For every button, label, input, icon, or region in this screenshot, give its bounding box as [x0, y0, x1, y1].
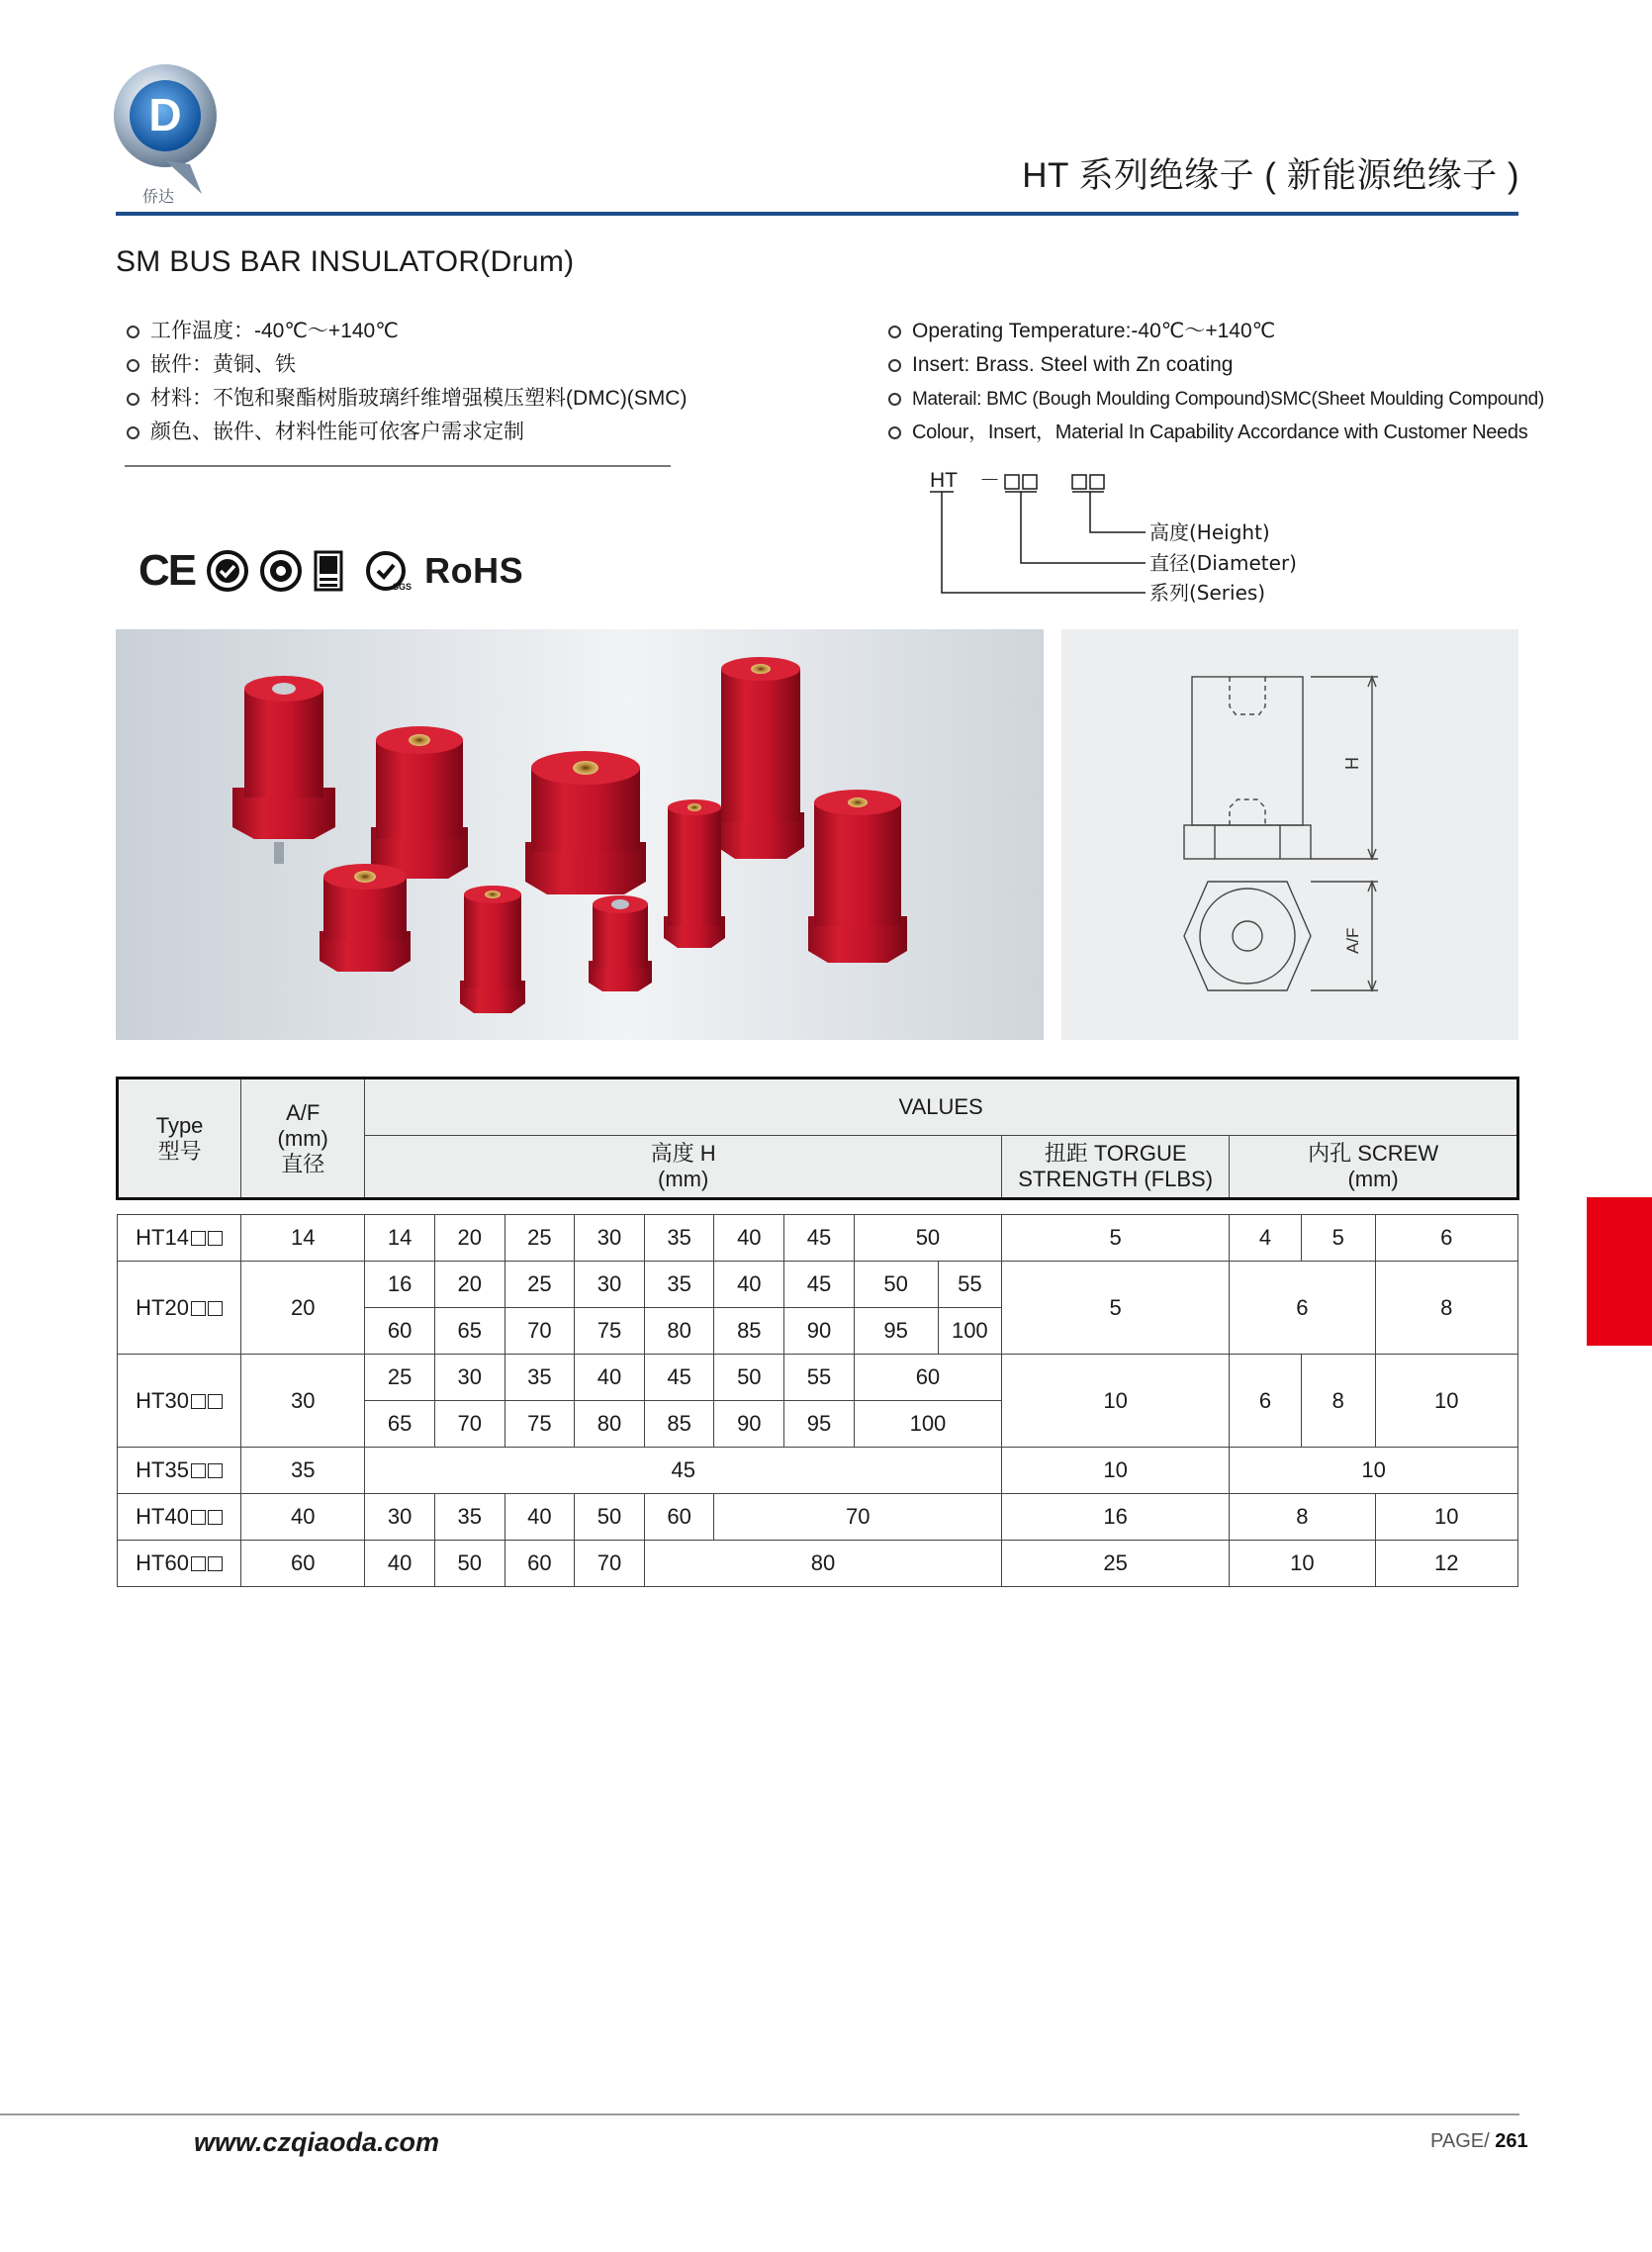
height-cell: 25 — [505, 1215, 575, 1262]
screw-cell: 10 — [1230, 1541, 1375, 1587]
screw-cell: 6 — [1230, 1262, 1375, 1355]
footer-divider — [0, 2113, 1519, 2115]
height-cell: 90 — [784, 1308, 855, 1355]
type-cell: HT35 — [118, 1448, 241, 1494]
bullet-icon — [888, 393, 901, 406]
spec-item — [117, 315, 687, 348]
screw-cell: 10 — [1375, 1494, 1517, 1541]
height-cell: 30 — [575, 1262, 645, 1308]
torque-cell: 10 — [1002, 1448, 1230, 1494]
code-series-label: 系列(Series) — [1149, 581, 1266, 605]
spec-text: 颜色、嵌件、材料性能可依客户需求定制 — [150, 421, 524, 443]
height-cell: 25 — [505, 1262, 575, 1308]
code-height-label: 高度(Height) — [1149, 520, 1270, 544]
svg-text:SGS: SGS — [393, 582, 413, 592]
af-cell: 20 — [241, 1262, 365, 1355]
height-cell: 40 — [365, 1541, 435, 1587]
placeholder-box — [1090, 475, 1104, 489]
table-row — [118, 1355, 1518, 1401]
header-height: 高度 H (mm) — [365, 1136, 1002, 1199]
af-cell: 60 — [241, 1541, 365, 1587]
height-cell: 25 — [365, 1355, 435, 1401]
height-cell: 70 — [434, 1401, 505, 1448]
torque-cell: 5 — [1002, 1215, 1230, 1262]
header-divider — [116, 212, 1518, 216]
height-cell: 45 — [784, 1215, 855, 1262]
height-cell: 55 — [784, 1355, 855, 1401]
spec-item — [878, 348, 1544, 382]
header-af: A/F (mm) 直径 — [241, 1079, 365, 1199]
spec-list-chinese — [117, 315, 687, 449]
bullet-icon — [127, 326, 139, 338]
screw-cell: 4 — [1230, 1215, 1302, 1262]
height-cell: 80 — [575, 1401, 645, 1448]
spec-item — [117, 416, 687, 449]
insulator-item — [664, 799, 725, 948]
height-cell: 35 — [505, 1355, 575, 1401]
website-link[interactable]: www.czqiaoda.com — [194, 2127, 440, 2157]
screw-cell: 10 — [1375, 1355, 1517, 1448]
torque-cell: 5 — [1002, 1262, 1230, 1355]
dimension-af-label: A/F — [1343, 927, 1362, 954]
spec-text: 材料：不饱和聚酯树脂玻璃纤维增强模压塑料(DMC)(SMC) — [150, 387, 688, 410]
height-cell: 45 — [365, 1448, 1002, 1494]
bullet-icon — [888, 359, 901, 372]
height-cell: 45 — [784, 1262, 855, 1308]
height-cell: 40 — [714, 1262, 784, 1308]
type-cell: HT20 — [118, 1262, 241, 1355]
screw-cell: 8 — [1301, 1355, 1375, 1448]
spec-item — [878, 382, 1544, 416]
page-label: PAGE/ — [1430, 2130, 1490, 2152]
screw-cell: 6 — [1230, 1355, 1302, 1448]
insulator-item — [808, 790, 907, 963]
height-cell: 95 — [784, 1401, 855, 1448]
bullet-icon — [888, 326, 901, 338]
spec-text: Operating Temperature:-40℃～+140℃ — [912, 320, 1276, 342]
type-cell: HT30 — [118, 1355, 241, 1448]
screw-cell: 8 — [1230, 1494, 1375, 1541]
af-cell: 35 — [241, 1448, 365, 1494]
height-cell: 14 — [365, 1215, 435, 1262]
logo-caption: 侨达 — [141, 187, 175, 206]
height-cell: 75 — [505, 1401, 575, 1448]
height-cell: 30 — [365, 1494, 435, 1541]
insulator-item — [717, 657, 804, 859]
screw-cell: 8 — [1375, 1262, 1517, 1355]
height-cell: 80 — [644, 1308, 714, 1355]
height-cell: 100 — [854, 1401, 1001, 1448]
insulator-item — [589, 895, 652, 991]
spec-item — [878, 315, 1544, 348]
technical-drawing — [1061, 629, 1518, 1040]
product-title: SM BUS BAR INSULATOR(Drum) — [116, 245, 575, 278]
ce-mark-icon: CE — [138, 546, 196, 595]
bullet-icon — [888, 426, 901, 439]
header-type: Type 型号 — [118, 1079, 241, 1199]
spec-text: 工作温度：-40℃～+140℃ — [150, 320, 399, 342]
height-cell: 30 — [434, 1355, 505, 1401]
af-cell: 40 — [241, 1494, 365, 1541]
spec-divider — [125, 465, 671, 467]
specification-table — [116, 1077, 1519, 1587]
bullet-icon — [127, 359, 139, 372]
height-cell: 85 — [644, 1401, 714, 1448]
torque-cell: 10 — [1002, 1355, 1230, 1448]
type-cell: HT14 — [118, 1215, 241, 1262]
height-cell: 95 — [854, 1308, 938, 1355]
insulator-item — [320, 864, 411, 972]
height-cell: 35 — [644, 1262, 714, 1308]
bullet-icon — [127, 393, 139, 406]
quality-seal-icon — [260, 550, 302, 592]
insulator-item — [232, 676, 335, 864]
af-cell: 30 — [241, 1355, 365, 1448]
section-tab-marker — [1587, 1197, 1652, 1346]
certification-logos — [138, 544, 523, 598]
type-cell: HT40 — [118, 1494, 241, 1541]
company-logo — [111, 61, 220, 210]
height-cell: 85 — [714, 1308, 784, 1355]
height-cell: 20 — [434, 1262, 505, 1308]
height-cell: 70 — [505, 1308, 575, 1355]
section-title: HT 系列绝缘子 ( 新能源绝缘子 ) — [1022, 156, 1519, 195]
bullet-icon — [127, 426, 139, 439]
height-cell: 100 — [938, 1308, 1002, 1355]
height-cell: 45 — [644, 1355, 714, 1401]
height-cell: 65 — [434, 1308, 505, 1355]
height-cell: 40 — [505, 1494, 575, 1541]
placeholder-box — [1005, 475, 1019, 489]
spec-text: Colour，Insert，Material In Capability Accordance with Customer Needs — [912, 422, 1528, 443]
spec-text: Materail: BMC (Bough Moulding Compound)SMC(Sheet Moulding Compound) — [912, 389, 1544, 410]
table-row — [118, 1215, 1518, 1262]
height-cell: 60 — [854, 1355, 1001, 1401]
iso-certificate-icon — [314, 550, 343, 592]
height-cell: 50 — [714, 1355, 784, 1401]
height-cell: 80 — [644, 1541, 1001, 1587]
height-cell: 70 — [714, 1494, 1002, 1541]
height-cell: 50 — [434, 1541, 505, 1587]
product-photo — [116, 629, 1044, 1040]
height-cell: 60 — [644, 1494, 714, 1541]
spec-item — [117, 382, 687, 416]
header-screw: 内孔 SCREW (mm) — [1230, 1136, 1518, 1199]
screw-cell: 6 — [1375, 1215, 1517, 1262]
spec-text: 嵌件：黄铜、铁 — [150, 353, 296, 376]
insulator-item — [460, 886, 525, 1013]
placeholder-box — [1072, 475, 1086, 489]
screw-cell: 5 — [1301, 1215, 1375, 1262]
type-cell: HT60 — [118, 1541, 241, 1587]
spec-list-english — [878, 315, 1544, 449]
dimension-h-label: H — [1342, 757, 1362, 770]
model-code-diagram — [920, 465, 1335, 613]
code-prefix: HT — [930, 469, 958, 492]
height-cell: 55 — [938, 1262, 1002, 1308]
height-cell: 70 — [575, 1541, 645, 1587]
header-values: VALUES — [365, 1079, 1518, 1136]
height-cell: 60 — [365, 1308, 435, 1355]
table-row — [118, 1494, 1518, 1541]
height-cell: 90 — [714, 1401, 784, 1448]
height-cell: 50 — [575, 1494, 645, 1541]
rohs-mark: RoHS — [424, 550, 524, 591]
insulator-item — [525, 751, 646, 894]
code-dash: － — [979, 469, 1000, 492]
af-cell: 14 — [241, 1215, 365, 1262]
screw-cell: 10 — [1230, 1448, 1518, 1494]
torque-cell: 16 — [1002, 1494, 1230, 1541]
height-cell: 20 — [434, 1215, 505, 1262]
insulator-item — [371, 726, 468, 879]
page-number-value: 261 — [1495, 2130, 1528, 2152]
spec-item — [117, 348, 687, 382]
height-cell: 35 — [644, 1215, 714, 1262]
spec-text: Insert: Brass. Steel with Zn coating — [912, 353, 1234, 376]
table-row — [118, 1262, 1518, 1308]
code-diameter-label: 直径(Diameter) — [1149, 551, 1297, 575]
torque-cell: 25 — [1002, 1541, 1230, 1587]
sgs-mark-icon — [365, 550, 413, 592]
height-cell: 50 — [854, 1262, 938, 1308]
height-cell: 40 — [714, 1215, 784, 1262]
height-cell: 16 — [365, 1262, 435, 1308]
table-row — [118, 1448, 1518, 1494]
table-row — [118, 1541, 1518, 1587]
spec-item — [878, 416, 1544, 449]
placeholder-box — [1023, 475, 1037, 489]
height-cell: 40 — [575, 1355, 645, 1401]
logo-letter: D — [148, 89, 182, 141]
height-cell: 50 — [854, 1215, 1001, 1262]
height-cell: 65 — [365, 1401, 435, 1448]
ccc-mark-icon — [207, 550, 248, 592]
screw-cell: 12 — [1375, 1541, 1517, 1587]
height-cell: 30 — [575, 1215, 645, 1262]
height-cell: 35 — [434, 1494, 505, 1541]
page-number — [1430, 2130, 1528, 2153]
height-cell: 75 — [575, 1308, 645, 1355]
header-torque: 扭距 TORGUE STRENGTH (FLBS) — [1002, 1136, 1230, 1199]
height-cell: 60 — [505, 1541, 575, 1587]
